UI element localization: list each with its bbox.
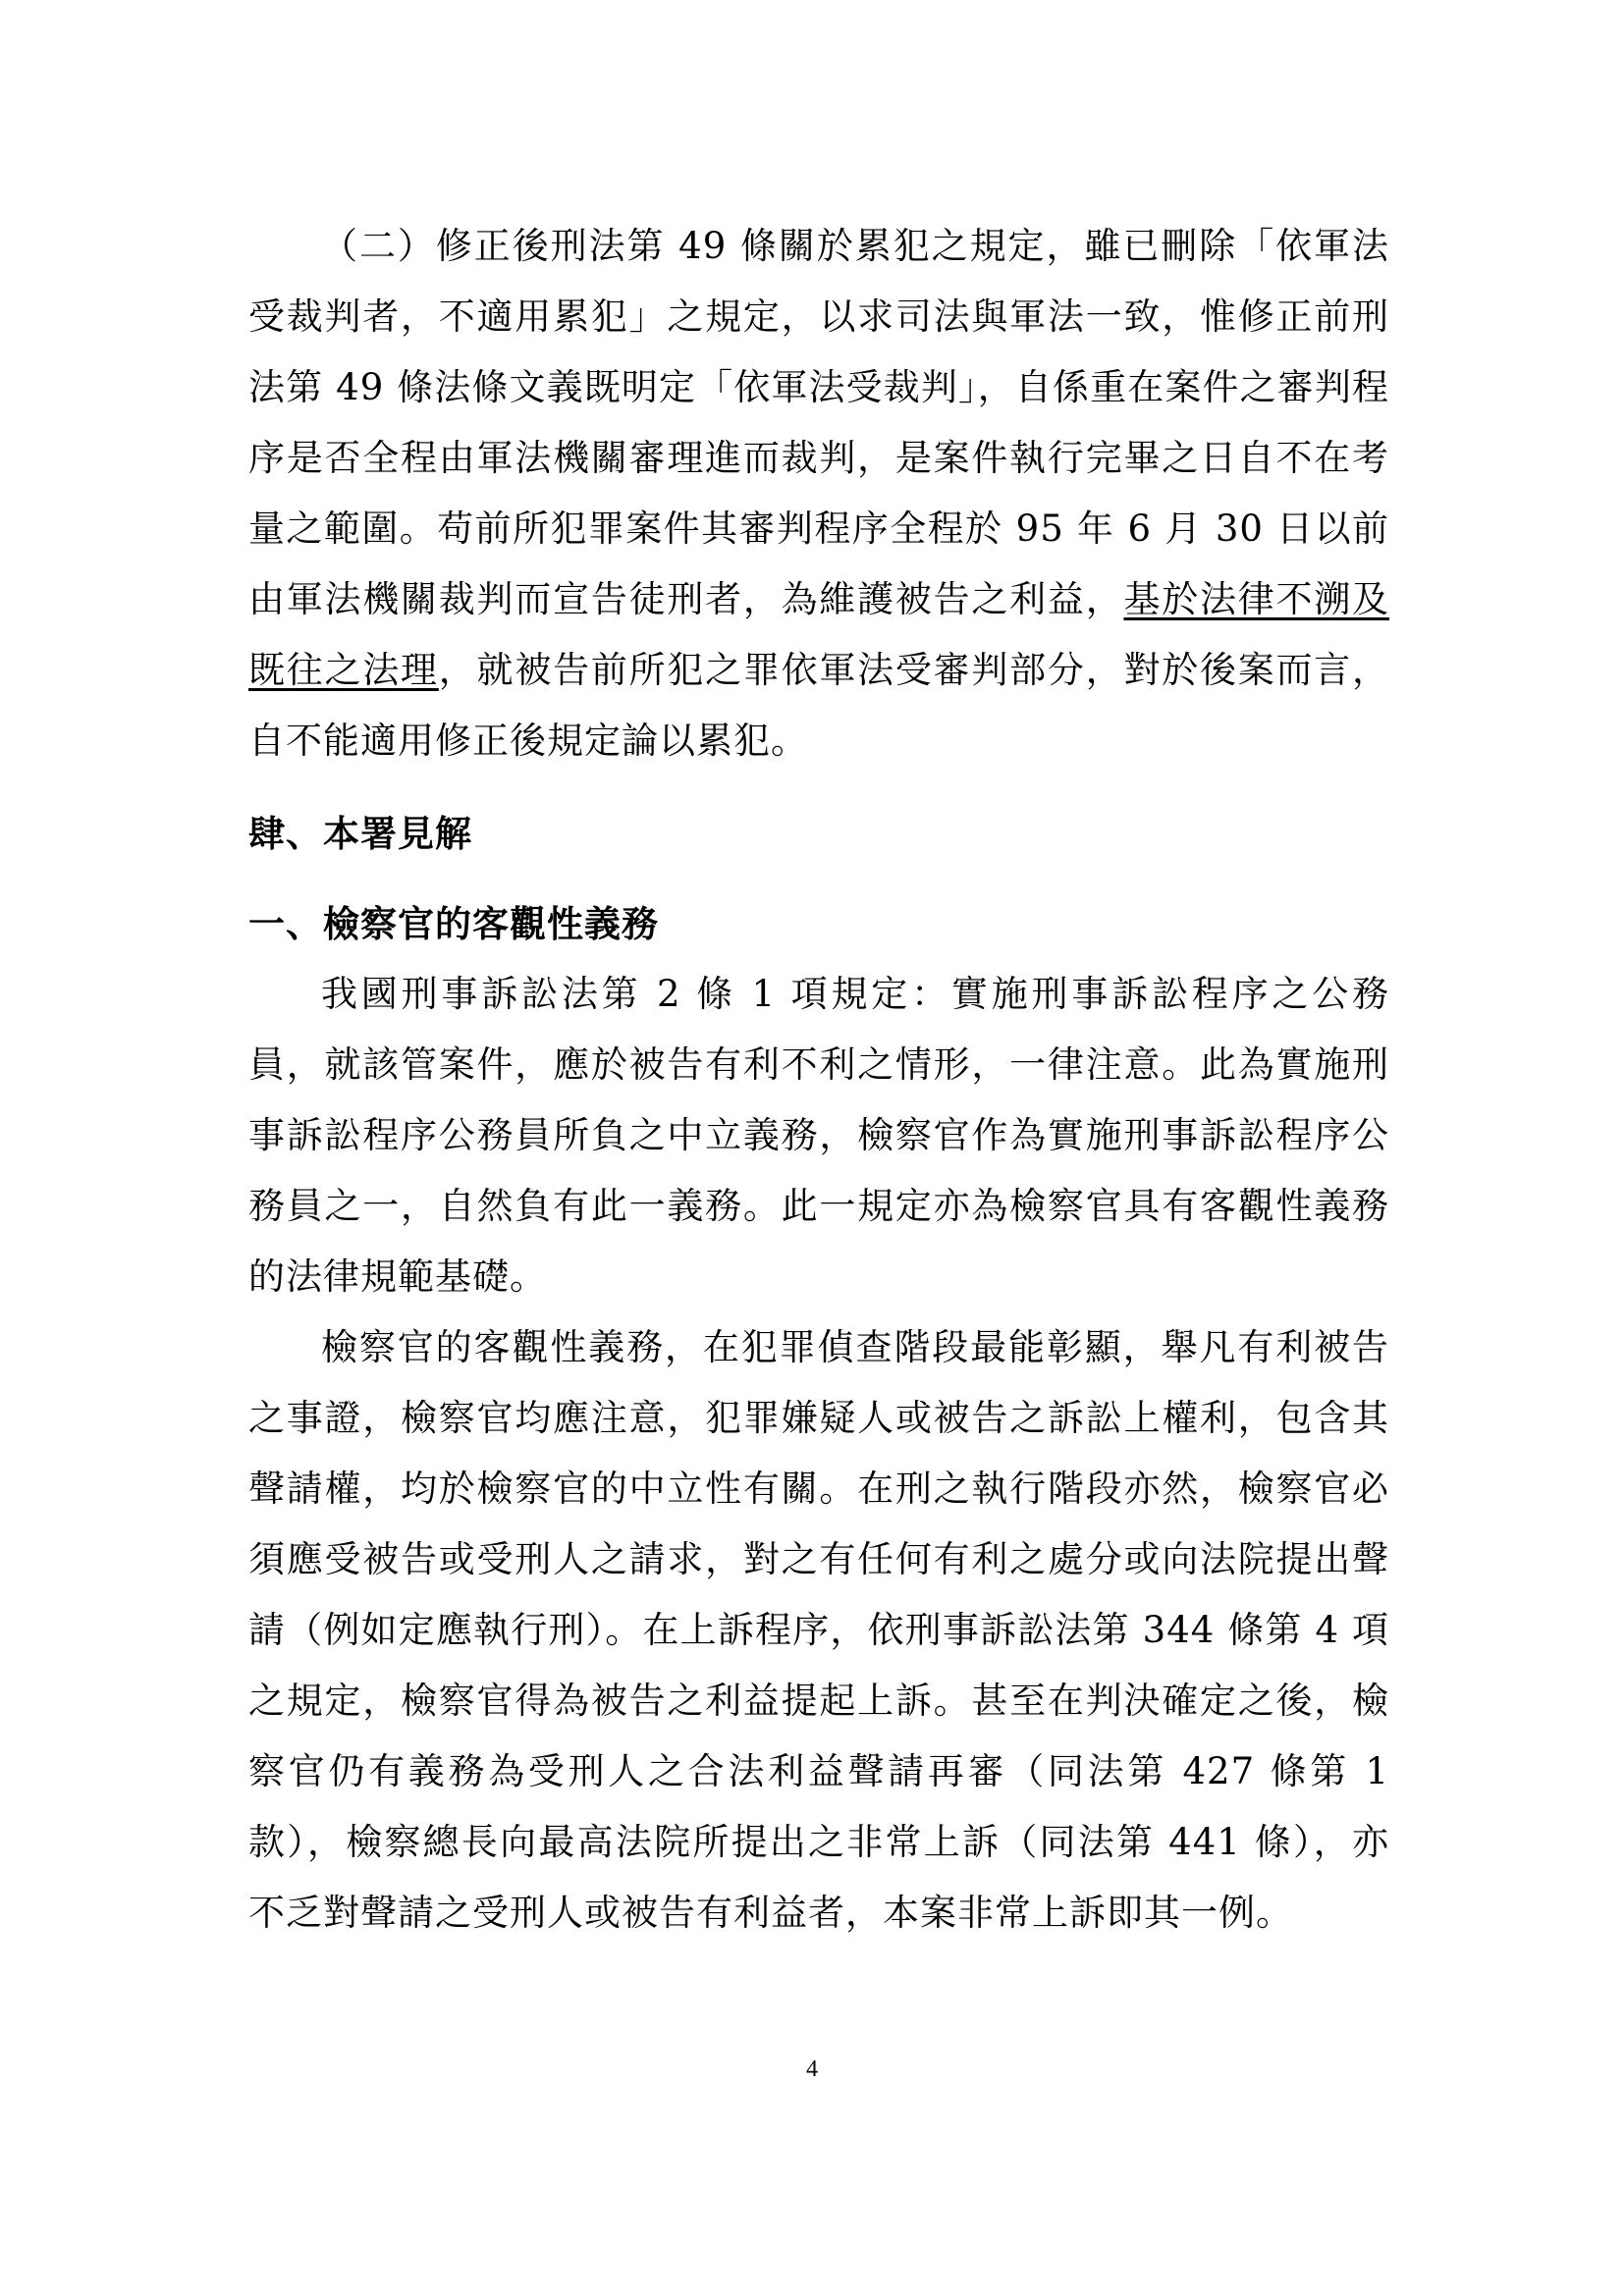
page-number: 4 — [806, 2056, 818, 2082]
subsection-heading: 一、檢察官的客觀性義務 — [248, 902, 659, 945]
paragraph-neutral-duty: 我國刑事訴訟法第 2 條 1 項規定：實施刑事訴訟程序之公務員，就該管案件，應於被告有利不利之情形，一律注意。此為實施刑事訴訟程序公務員所負之中立義務，檢察官作為實施刑事訴訟程序公務員之一，自然負有此一義務。此一規定亦為檢察官具有客觀性義務的法律規範基礎。 — [248, 973, 1389, 1298]
paragraph-1-text-a: （二）修正後刑法第 49 條關於累犯之規定，雖已刪除「依軍法受裁判者，不適用累犯」之規定，以求司法與軍法一致，惟修正前刑法第 49 條法條文義既明定「依軍法受裁判」，自係重在案件之審判程序是否全程由軍法機關審理進而裁判，是案件執行完畢之日自不在考量之範圍。苟前所犯罪案件其審判程序全程於 95 年 6 月 30 日以前由軍法機關裁判而宣告徒刑者，為維護被告之利益， — [248, 225, 1389, 620]
document-body — [248, 211, 1389, 1949]
section-heading: 肆、本署見解 — [248, 812, 472, 855]
paragraph-1-text-b: ，就被告前所犯之罪依軍法受審判部分，對於後案而言，自不能適用修正後規定論以累犯。 — [248, 649, 1390, 762]
paragraph-objectivity-duty: 檢察官的客觀性義務，在犯罪偵查階段最能彰顯，舉凡有利被告之事證，檢察官均應注意，犯罪嫌疑人或被告之訴訟上權利，包含其聲請權，均於檢察官的中立性有關。在刑之執行階段亦然，檢察官必須應受被告或受刑人之請求，對之有任何有利之處分或向法院提出聲請（例如定應執行刑）。在上訴程序，依刑事訴訟法第 344 條第 4 項之規定，檢察官得為被告之利益提起上訴。甚至在判決確定之後，檢察官仍有義務為受刑人之合法利益聲請再審（同法第 427 條第 1 款），檢察總長向最高法院所提出之非常上訴（同法第 441 條），亦不乏對聲請之受刑人或被告有利益者，本案非常上訴即其一例。 — [248, 1326, 1389, 1934]
paragraph-amendment-recidivism — [248, 211, 1389, 776]
underlined-phrase: 基於法律不溯及既往之法理 — [248, 578, 1390, 691]
